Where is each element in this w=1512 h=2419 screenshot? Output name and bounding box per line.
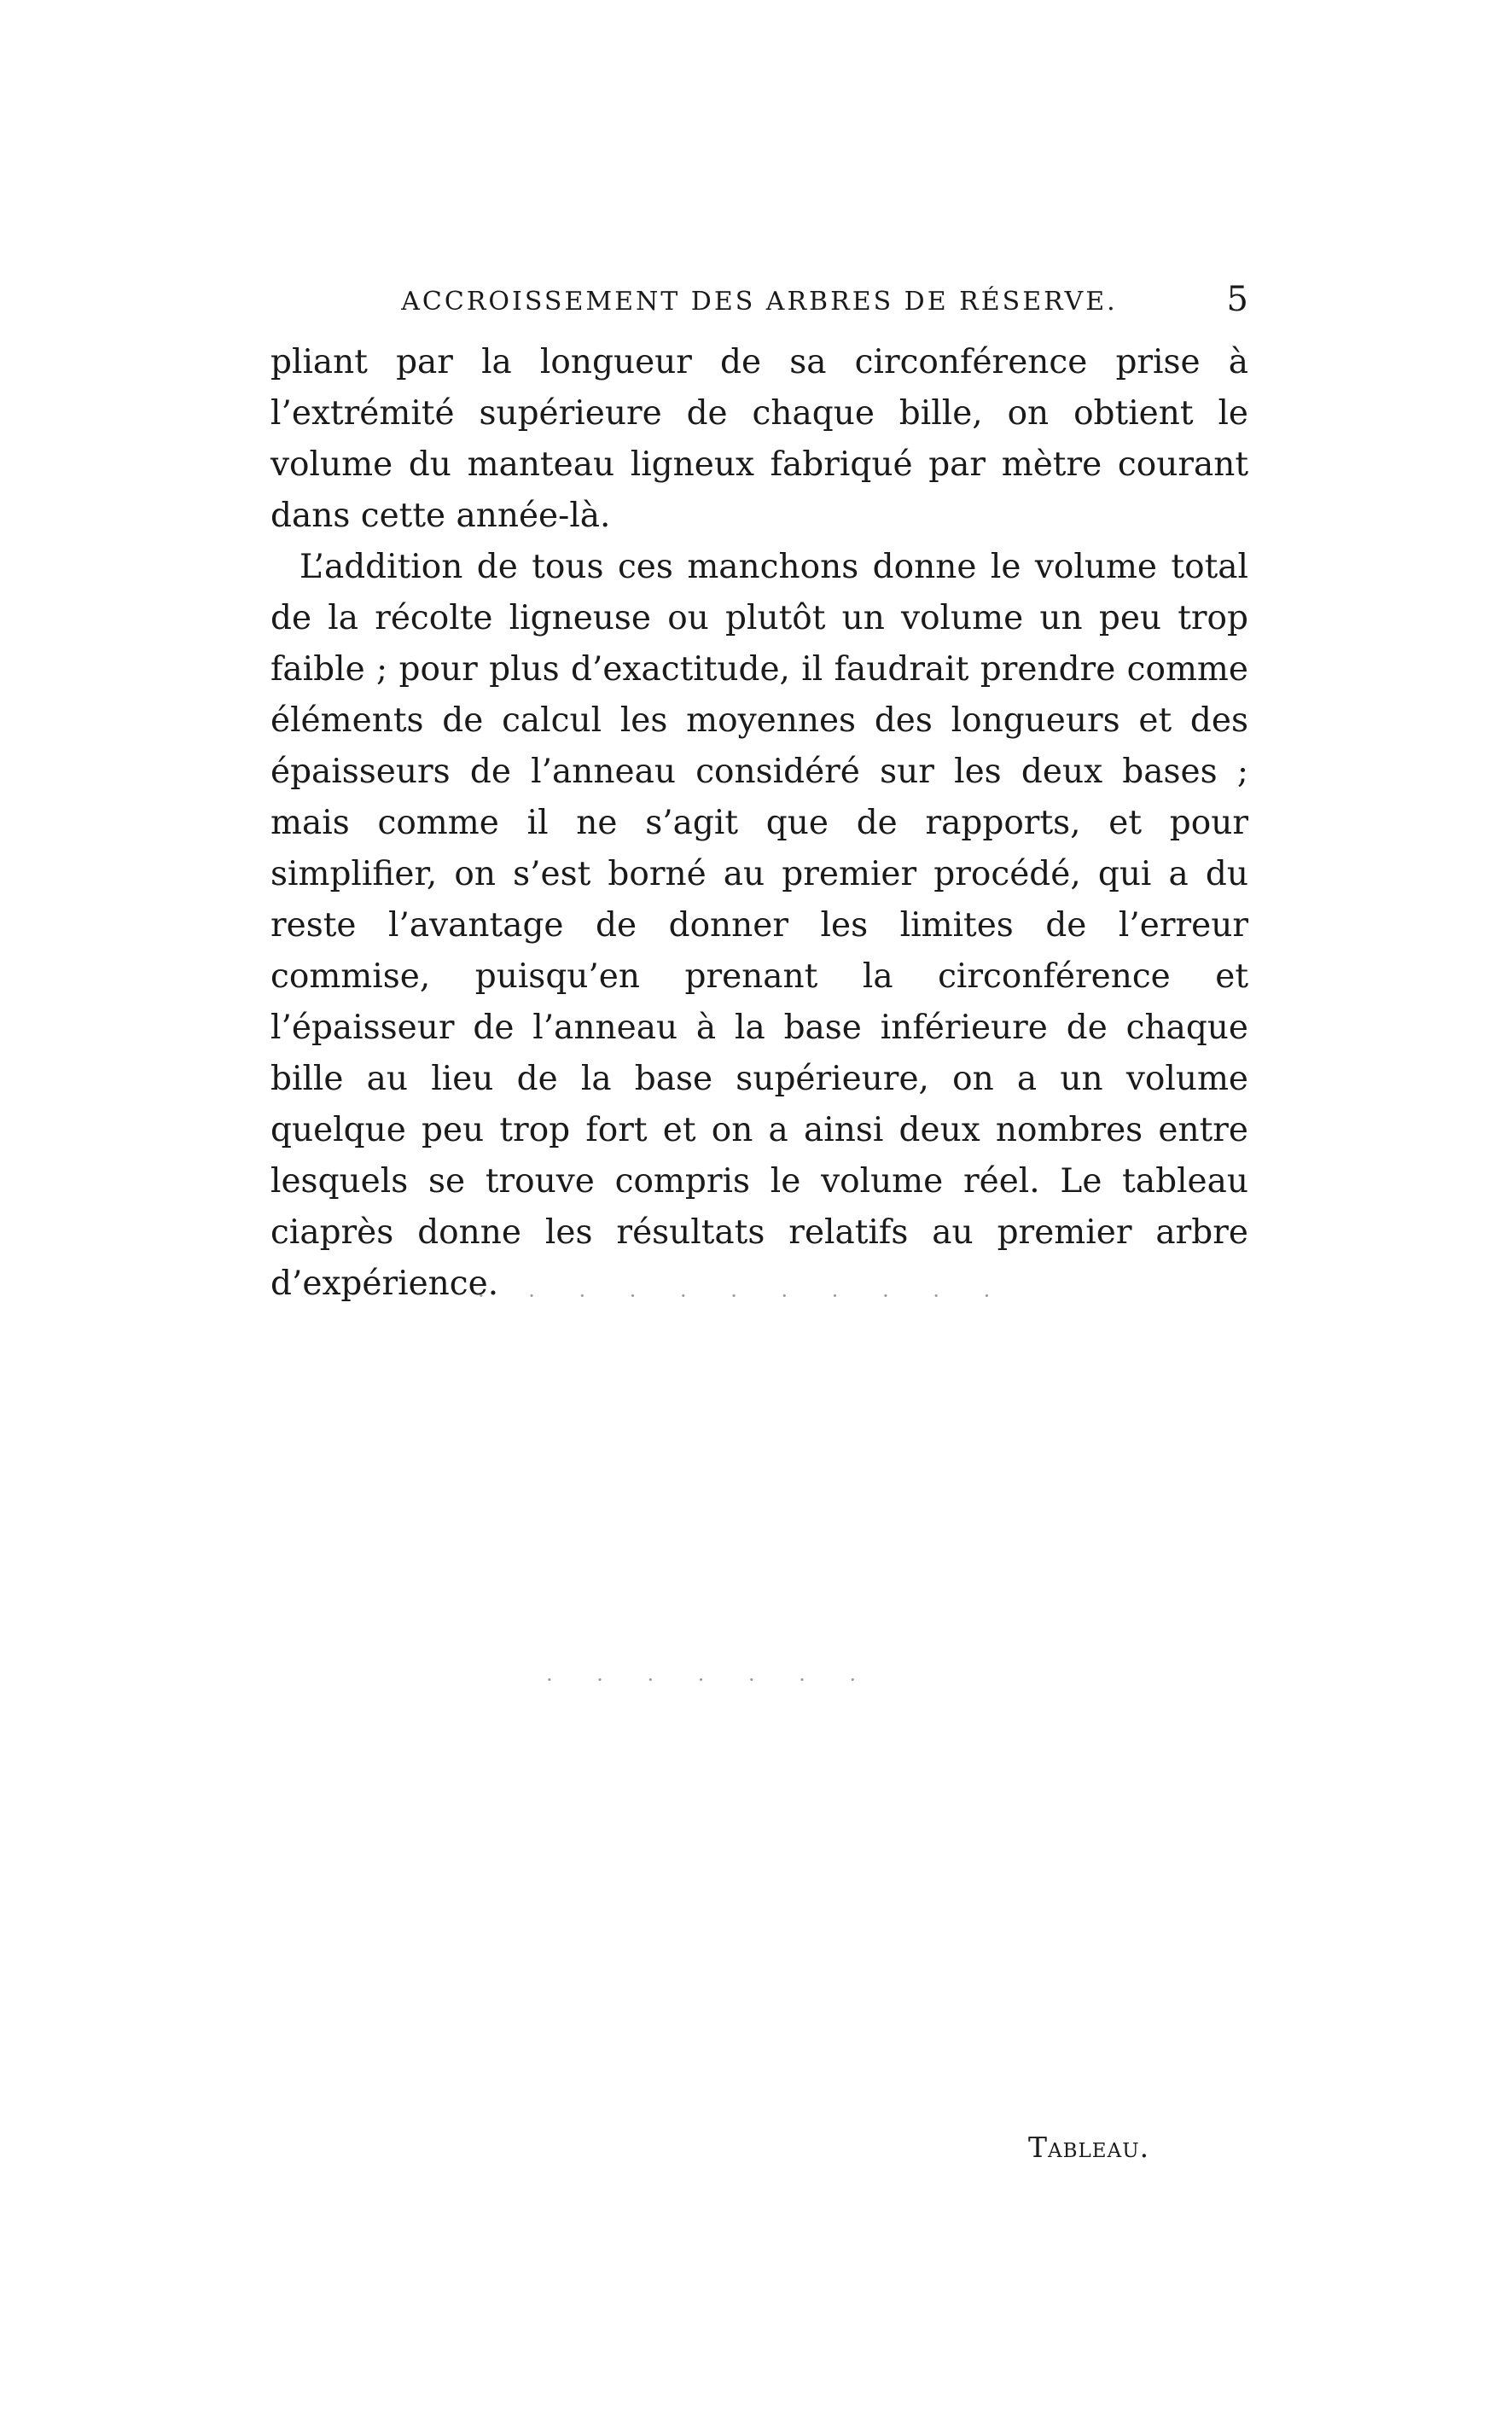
paragraph-continuation: pliant par la longueur de sa circonférence prise à l’extrémité supérieure de chaque bille, on obtient le volume du manteau ligneux fabriqué par mètre courant dans cette année-là. bbox=[270, 343, 1248, 535]
paragraph-addition: L’addition de tous ces manchons donne le volume total de la récolte ligneuse ou plutôt un volume un peu trop faible ; pour plus d’exactitude, il faudrait prendre comme éléments de calcul les moyennes des longueurs et des épaisseurs de l’anneau considéré sur les deux bases ; mais comme il ne s’agit que de rapports, et pour simplifier, on s’est borné au premier procédé, qui a du reste l’avantage de donner les limites de l’erreur commise, puisqu’en prenant la circonférence et l’épaisseur de l’anneau à la base inférieure de chaque bille au lieu de la base supérieure, on a un volume quelque peu trop fort et on a ainsi deux nombres entre lesquels se trouve compris le volume réel. Le tableau ciaprès donne les résultats relatifs au premier arbre d’expérience. bbox=[270, 548, 1248, 1303]
catchword: Tableau. bbox=[1028, 2131, 1150, 2164]
page-number: 5 bbox=[1226, 280, 1248, 319]
faint-dot-row: · · · · · · · · · · · bbox=[478, 1284, 1009, 1308]
body-text bbox=[270, 337, 1248, 1310]
faint-dot-row: · · · · · · · bbox=[546, 1668, 875, 1692]
running-header bbox=[270, 280, 1248, 324]
running-title: ACCROISSEMENT DES ARBRES DE RÉSERVE. bbox=[401, 287, 1118, 317]
